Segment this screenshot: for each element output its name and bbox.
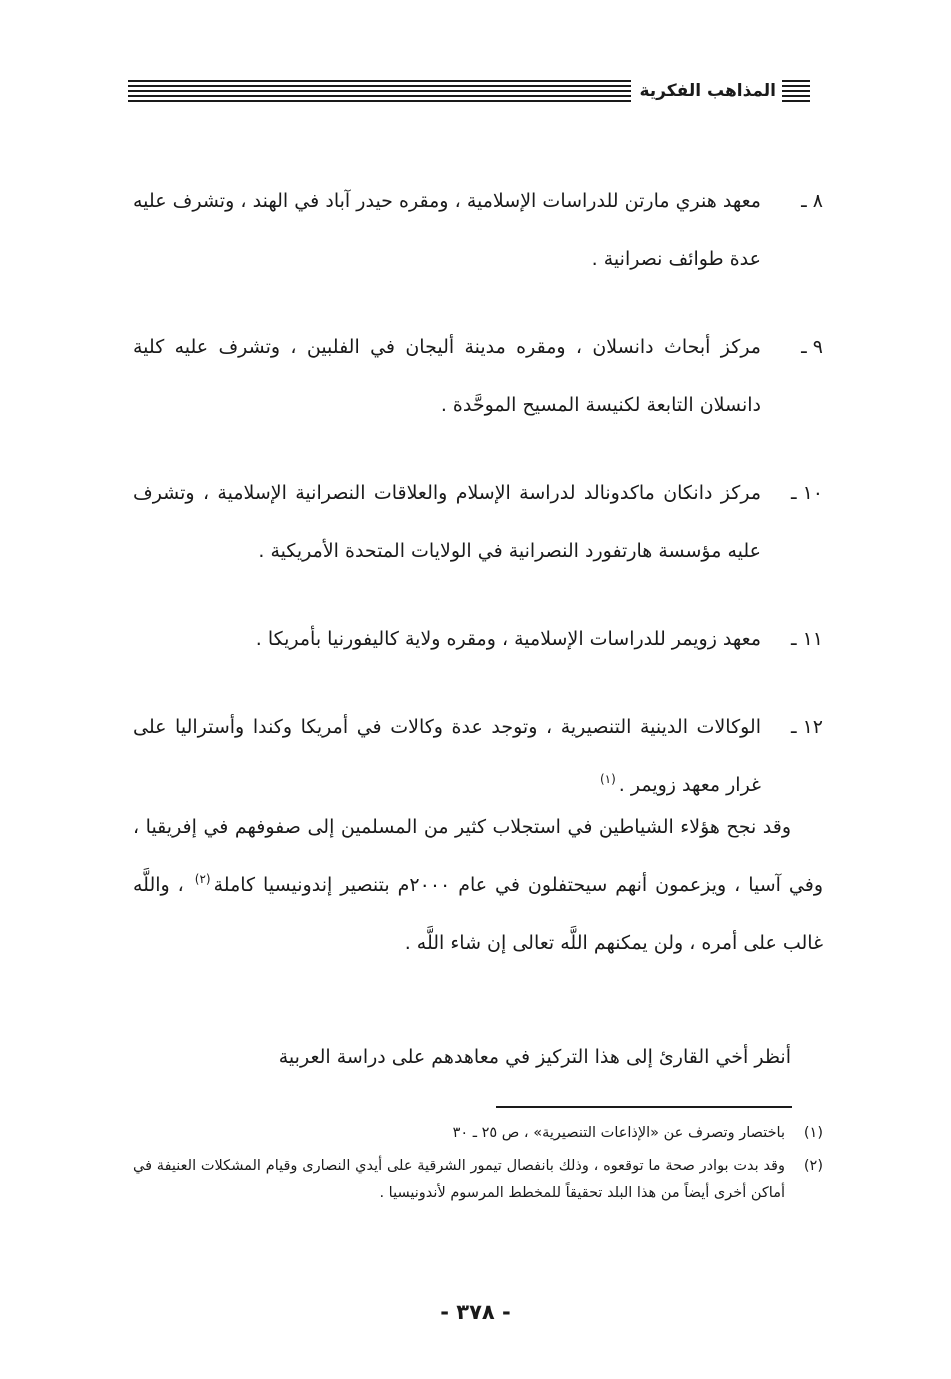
list-item-number: ١٠ ـ [790,482,823,504]
list-item [133,318,823,434]
footnote [133,1120,823,1147]
list-item-number: ٩ ـ [801,336,823,358]
list-item-number: ١١ ـ [790,628,823,650]
footnote-number: (٢) [803,1158,823,1174]
institutions-list [133,172,823,844]
footnote-number: (١) [803,1125,823,1141]
footnote-text: وقد بدت بوادر صحة ما توقعوه ، وذلك بانفصال تيمور الشرقية على أيدي النصارى وقيام المشكلات العنيفة في أماكن أخرى أيضاً من هذا البلد تحقيقاً للمخطط المرسوم لأندونيسيا . [133,1158,785,1201]
list-item-text: مركز دانكان ماكدونالد لدراسة الإسلام والعلاقات النصرانية الإسلامية ، وتشرف عليه مؤسسة هارتفورد النصرانية في الولايات المتحدة الأمريكية . [133,482,761,562]
list-item [133,610,823,668]
body-paragraph: أنظر أخي القارئ إلى هذا التركيز في معاهدهم على دراسة العربية [278,1046,791,1068]
list-item [133,172,823,288]
list-item-text: معهد هنري مارتن للدراسات الإسلامية ، ومقره حيدر آباد في الهند ، وتشرف عليه عدة طوائف نصرانية . [133,190,761,270]
list-item-number: ٨ ـ [801,190,823,212]
header-rule-short [782,80,810,102]
running-header [128,76,810,106]
page-number: - ٣٧٨ - [440,1300,511,1324]
list-item-text: مركز أبحاث دانسلان ، ومقره مدينة أليجان في الفلبين ، وتشرف عليه كلية دانسلان التابعة لكنيسة المسيح الموحَّدة . [133,336,761,416]
footnote-separator [496,1106,792,1108]
list-item-text: معهد زويمر للدراسات الإسلامية ، ومقره ولاية كاليفورنيا بأمريكا . [255,628,761,650]
list-item-number: ١٢ ـ [790,716,823,738]
paragraph-text: ، واللَّه غالب على أمره ، ولن يمكنهم اللَّه تعالى إن شاء اللَّه . [133,874,823,954]
footnotes [133,1120,823,1213]
list-item [133,464,823,580]
footnote-text: باختصار وتصرف عن «الإذاعات التنصيرية» ، ص ٢٥ ـ ٣٠ [452,1125,785,1141]
header-rule-long [128,80,631,102]
list-item-text-body: الوكالات الدينية التنصيرية ، وتوجد عدة وكالات في أمريكا وكندا وأستراليا على غرار معهد زويمر . [133,716,761,796]
paragraph-text: وقد نجح هؤلاء الشياطين في استجلاب كثير من المسلمين إلى صفوفهم في إفريقيا ، وفي آسيا ، ويزعمون أنهم سيحتفلون في عام ٢٠٠٠م بتنصير إندونيسيا كاملة [133,816,823,896]
list-item [133,698,823,814]
list-item-text [133,698,761,814]
header-title: المذاهب الفكرية [639,81,776,101]
footnote-reference-1[interactable]: (١) [599,772,616,786]
body-paragraph [133,798,823,972]
footnote [133,1153,823,1207]
footnote-reference-2[interactable]: (٢) [194,872,211,886]
